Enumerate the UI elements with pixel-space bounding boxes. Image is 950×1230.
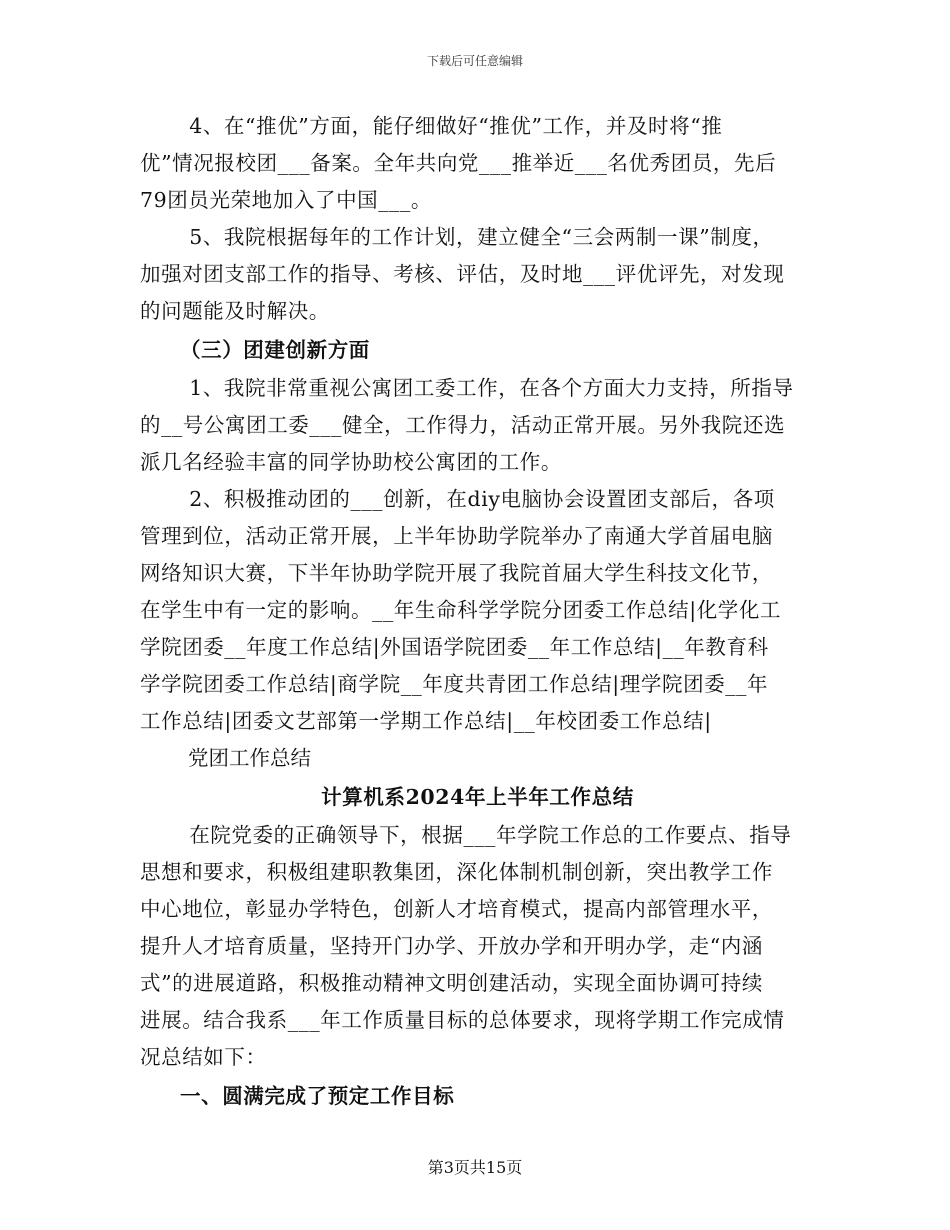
paragraph-line: 学学院团委工作总结|商学院__年度共青团工作总结|理学院团委__年 <box>140 672 769 696</box>
paragraph-line: 的__号公寓团工委___健全，工作得力，活动正常开展。另外我院还选 <box>140 413 786 437</box>
paragraph-line: 加强对团支部工作的指导、考核、评估，及时地___评优评先，对发现 <box>140 262 785 286</box>
paragraph-line: 派几名经验丰富的同学协助校公寓团的工作。 <box>140 450 562 474</box>
paragraph <box>140 481 815 740</box>
paragraph <box>140 370 815 481</box>
paragraph-line: 优”情况报校团___备案。全年共向党___推举近___名优秀团员，先后 <box>140 151 777 175</box>
paragraph <box>140 219 815 330</box>
paragraph-line: 思想和要求，积极组建职教集团，深化体制机制创新，突出教学工作 <box>140 860 773 884</box>
paragraph <box>140 108 815 219</box>
paragraph-line: 况总结如下： <box>140 1045 267 1069</box>
paragraph-line: 网络知识大赛，下半年协助学院开展了我院首届大学生科技文化节， <box>140 561 773 585</box>
paragraph-line: 1、我院非常重视公寓团工委工作，在各个方面大力支持，所指导 <box>189 376 794 400</box>
paragraph-line: 工作总结|团委文艺部第一学期工作总结|__年校团委工作总结| <box>140 709 712 733</box>
paragraph-line: 进展。结合我系___年工作质量目标的总体要求，现将学期工作完成情 <box>140 1008 785 1032</box>
section-title: 计算机系2024年上半年工作总结 <box>321 785 634 809</box>
paragraph-line: 中心地位，彰显办学特色，创新人才培育模式，提高内部管理水平， <box>140 897 773 921</box>
paragraph-line: 式”的进展道路，积极推动精神文明创建活动，实现全面协调可持续 <box>140 971 763 995</box>
plain-text: 党团工作总结 <box>188 746 311 770</box>
paragraph-line: 4、在“推优”方面，能仔细做好“推优”工作，并及时将“推 <box>189 114 723 138</box>
paragraph-line: 在学生中有一定的影响。__年生命科学学院分团委工作总结|化学化工 <box>140 598 782 622</box>
paragraph-line: 提升人才培育质量，坚持开门办学、开放办学和开明办学，走“内涵 <box>140 934 763 958</box>
paragraph-line: 的问题能及时解决。 <box>140 299 330 323</box>
paragraph-line: 在院党委的正确领导下，根据___年学院工作总的工作要点、指导 <box>189 823 792 847</box>
paragraph <box>140 817 815 1076</box>
section-heading: 一、圆满完成了预定工作目标 <box>180 1084 455 1108</box>
page-footer: 第3页共15页 <box>427 1158 523 1177</box>
page-header: 下载后可任意编辑 <box>426 54 523 68</box>
paragraph-line: 2、积极推动团的___创新，在diy电脑协会设置团支部后，各项 <box>189 487 775 511</box>
document-body <box>140 108 815 1116</box>
section-heading: （三）团建创新方面 <box>180 338 370 362</box>
paragraph-line: 学院团委__年度工作总结|外国语学院团委__年工作总结|__年教育科 <box>140 635 769 659</box>
paragraph-line: 管理到位，活动正常开展，上半年协助学院举办了南通大学首届电脑 <box>140 524 773 548</box>
paragraph-line: 5、我院根据每年的工作计划，建立健全“三会两制一课”制度， <box>189 225 774 249</box>
paragraph-line: 79团员光荣地加入了中国___。 <box>140 188 432 212</box>
